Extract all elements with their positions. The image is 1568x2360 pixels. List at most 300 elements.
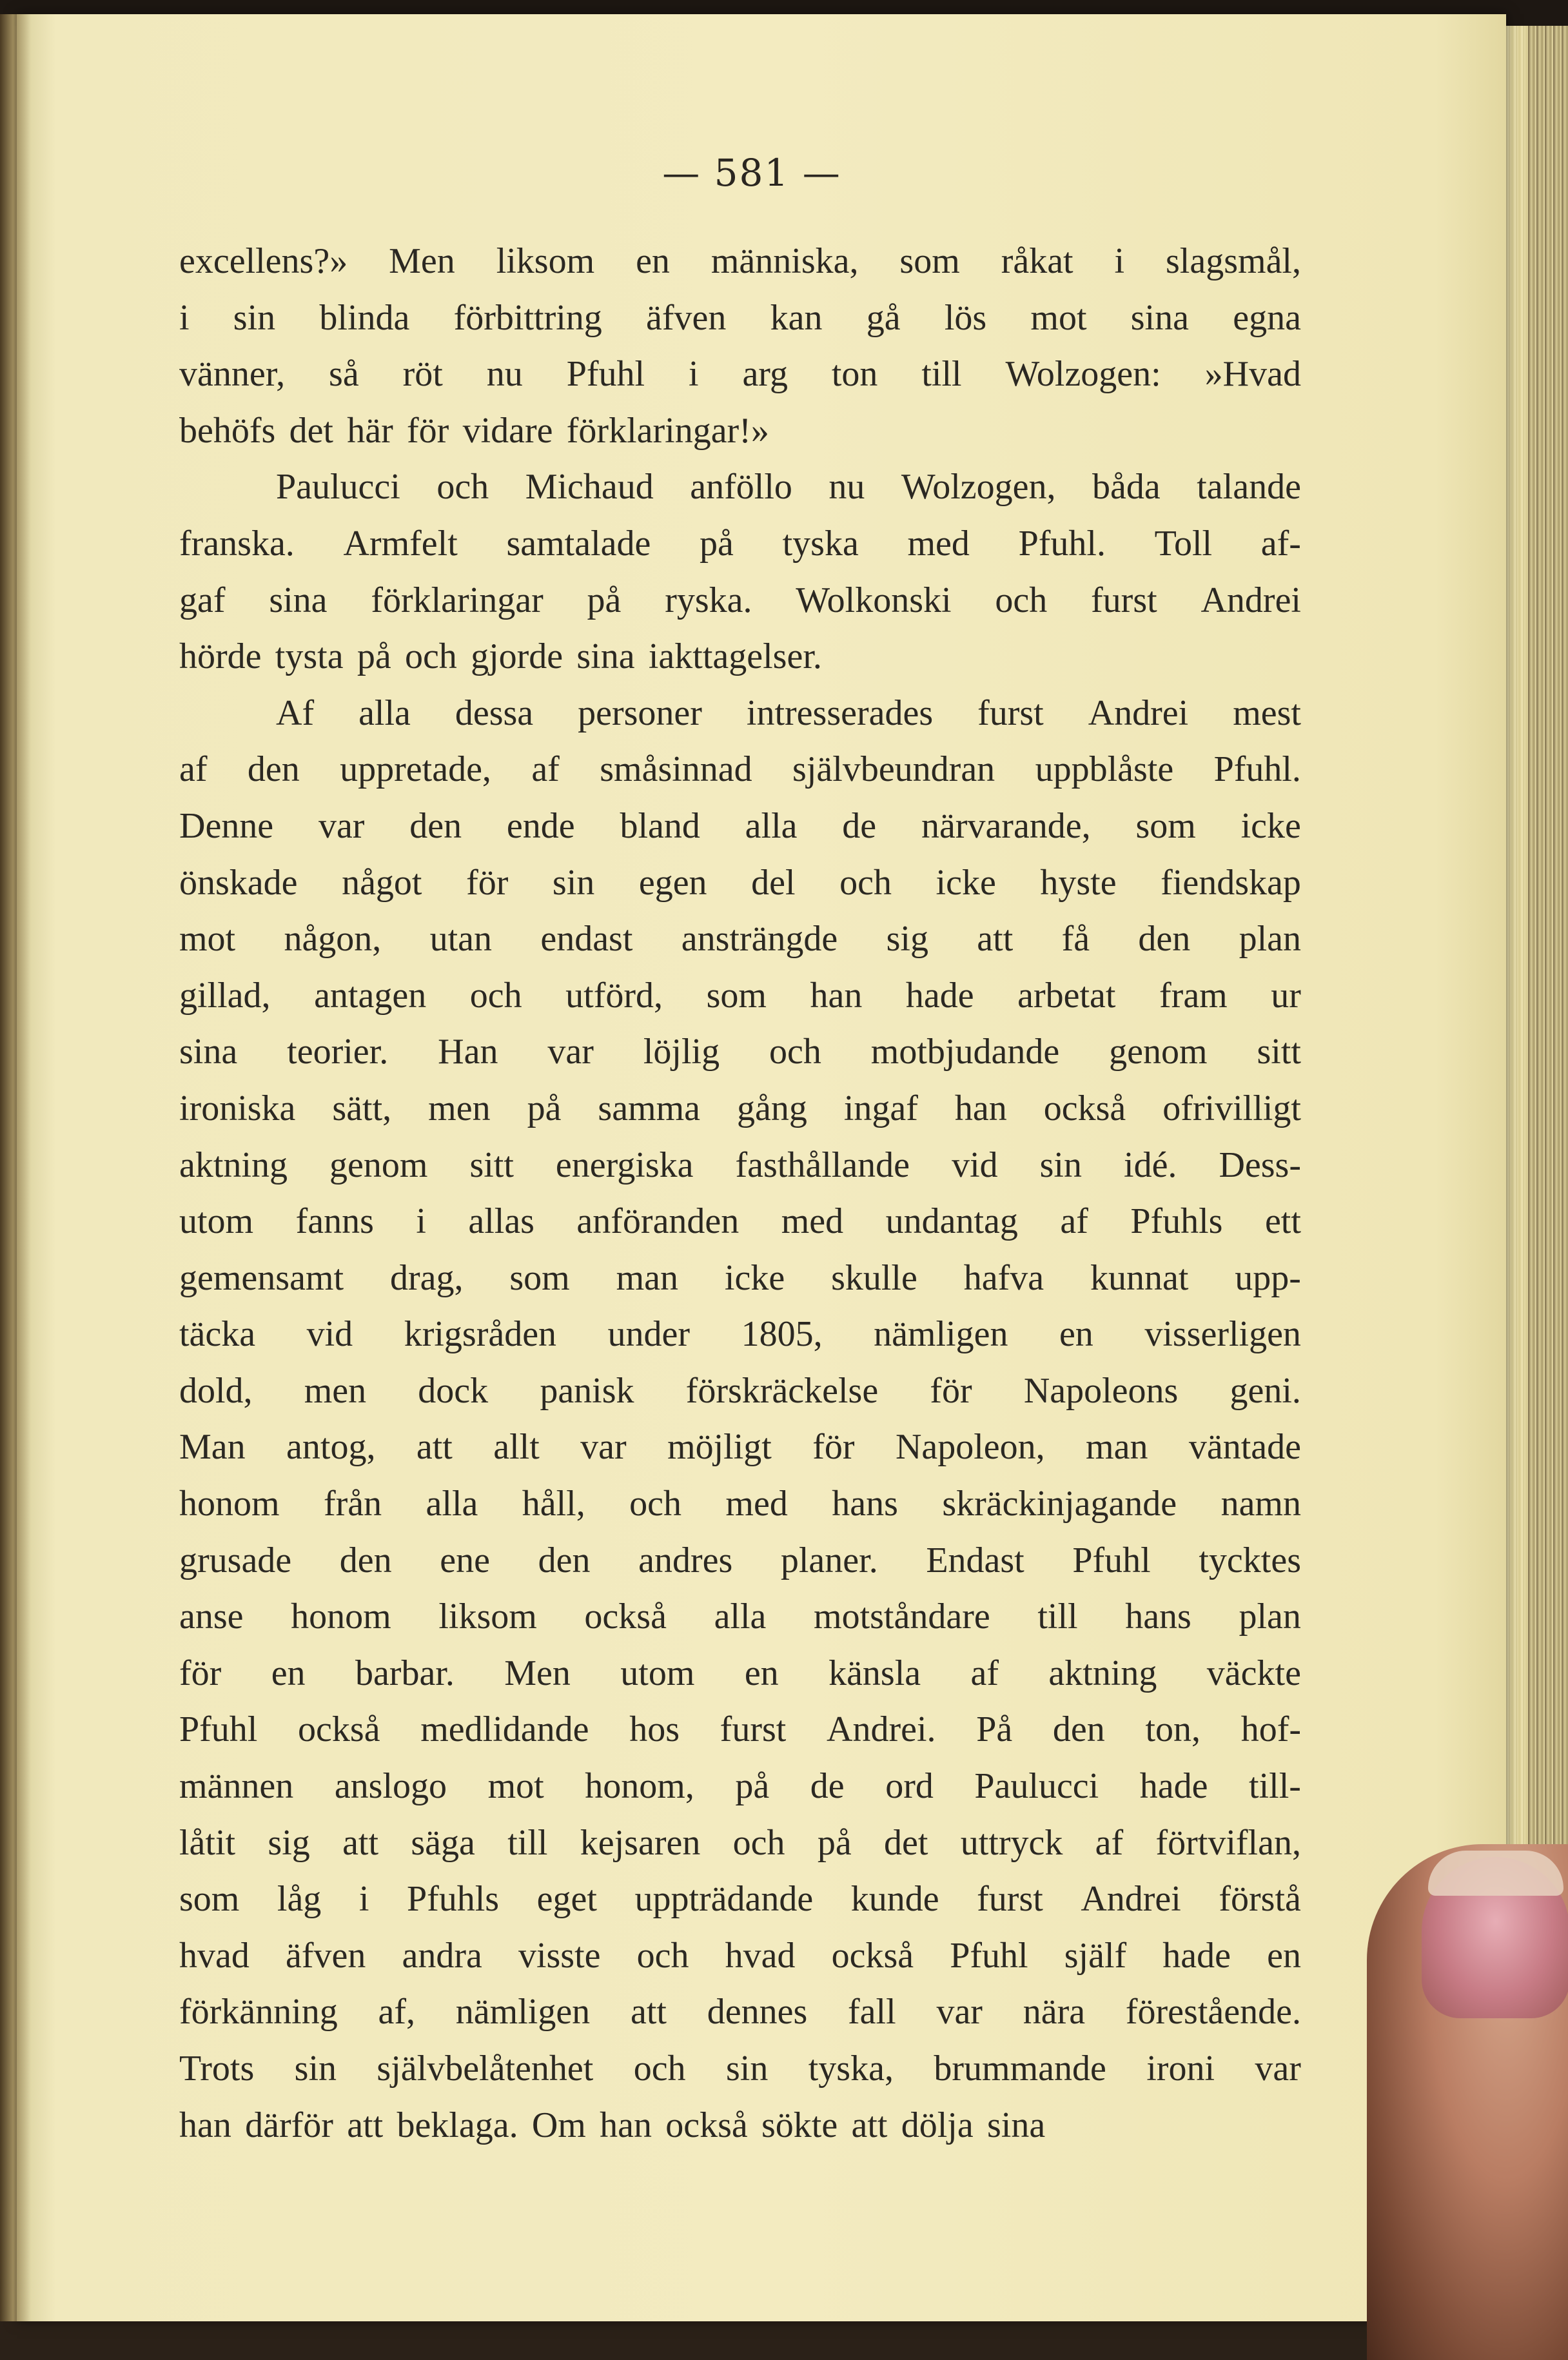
text-line — [179, 1476, 1301, 1533]
word: kejsaren — [580, 1822, 701, 1863]
word: furst — [720, 1709, 787, 1750]
word: låtit — [179, 1822, 236, 1863]
word: vidare — [462, 410, 553, 451]
word: och — [629, 1484, 682, 1524]
word: liksom — [496, 241, 595, 281]
word: furst — [977, 693, 1044, 733]
word: Pfuhl — [950, 1935, 1028, 1976]
word: på — [817, 1822, 852, 1863]
word: kunde — [850, 1879, 939, 1920]
word: Om — [531, 2105, 586, 2145]
word: egna — [1233, 297, 1301, 338]
word: på — [587, 580, 622, 620]
word: håll, — [522, 1484, 585, 1524]
word: Michaud — [525, 467, 654, 507]
word: var — [936, 1992, 983, 2032]
word: icke — [724, 1257, 785, 1298]
word: uppträdande — [634, 1879, 814, 1920]
word: att — [630, 1992, 667, 2032]
word: talande — [1197, 467, 1301, 507]
word: fanns — [295, 1201, 374, 1242]
word: för — [812, 1427, 855, 1468]
word: ofrivilligt — [1162, 1088, 1301, 1128]
word: var — [580, 1427, 627, 1468]
word: vid — [306, 1314, 353, 1355]
word: i — [358, 1879, 369, 1920]
word: något — [342, 862, 422, 903]
word: planer. — [780, 1540, 878, 1580]
word: fall — [848, 1992, 896, 2032]
word: och — [839, 862, 892, 903]
word: franska. — [179, 523, 295, 564]
word: från — [323, 1484, 382, 1524]
word: hans — [1125, 1597, 1191, 1637]
word: energiska — [555, 1145, 694, 1185]
word: förestående. — [1125, 1992, 1301, 2032]
word: på — [735, 1766, 770, 1807]
text-line — [179, 968, 1301, 1025]
word: fiendskap — [1161, 862, 1301, 903]
word: idé. — [1124, 1145, 1177, 1185]
word: för — [407, 410, 449, 451]
word: fasthållande — [735, 1145, 910, 1185]
word: hade — [1162, 1935, 1231, 1976]
word: af — [531, 749, 560, 790]
word: man — [616, 1257, 679, 1298]
word: Andrei — [1081, 1879, 1181, 1920]
word: blinda — [319, 297, 410, 338]
text-line — [179, 1984, 1301, 2041]
word: ett — [1264, 1201, 1301, 1242]
word: för — [179, 1653, 222, 1693]
word: visserligen — [1144, 1314, 1301, 1355]
word: »Hvad — [1204, 354, 1301, 395]
word: dock — [418, 1370, 489, 1411]
word: så — [329, 354, 359, 395]
word: ende — [506, 805, 575, 846]
word: gå — [866, 297, 901, 338]
word: gillad, — [179, 975, 271, 1016]
word: af- — [1260, 523, 1301, 564]
word: hörde — [179, 636, 262, 677]
word: alla — [714, 1597, 767, 1637]
word: sina — [179, 1032, 238, 1072]
word: som — [1135, 805, 1196, 846]
word: hyste — [1040, 862, 1117, 903]
word: skulle — [831, 1257, 917, 1298]
text-line — [179, 573, 1301, 629]
word: människa, — [710, 241, 859, 281]
word: dold, — [179, 1370, 253, 1411]
word: personer — [578, 693, 702, 733]
word: medlidande — [420, 1709, 589, 1750]
word: icke — [936, 862, 996, 903]
word: också — [298, 1709, 380, 1750]
word: den — [409, 805, 462, 846]
word: de — [842, 805, 877, 846]
word: mot — [487, 1766, 544, 1807]
word: anse — [179, 1597, 244, 1637]
word: med — [781, 1201, 844, 1242]
word: någon, — [284, 919, 382, 959]
word: mot — [1030, 297, 1087, 338]
word: honom — [291, 1597, 391, 1637]
text-line — [179, 798, 1301, 855]
word: och — [404, 636, 457, 677]
word: utan — [429, 919, 493, 959]
word: uppretade, — [340, 749, 491, 790]
word: till — [921, 354, 962, 395]
word: att — [416, 1427, 453, 1468]
word: Pfuhls — [406, 1879, 500, 1920]
word: de — [810, 1766, 845, 1807]
word: allas — [468, 1201, 534, 1242]
word: var — [318, 805, 365, 846]
word: och — [633, 2049, 686, 2089]
word: Wolzogen, — [901, 467, 1056, 507]
word: aktning — [179, 1145, 288, 1185]
word: säga — [411, 1822, 475, 1863]
text-line — [179, 1815, 1301, 1872]
word: den — [247, 749, 300, 790]
word: undantag — [885, 1201, 1018, 1242]
word: motståndare — [814, 1597, 990, 1637]
word: Toll — [1154, 523, 1213, 564]
text-line — [179, 911, 1301, 968]
word: sin — [552, 862, 595, 903]
book-binding — [0, 14, 31, 2321]
word: därför — [245, 2105, 333, 2145]
word: bland — [620, 805, 700, 846]
word: i — [416, 1201, 426, 1242]
word: sina — [1130, 297, 1189, 338]
text-line — [179, 1871, 1301, 1928]
word: känsla — [828, 1653, 921, 1693]
word: behöfs — [179, 410, 276, 451]
text-line — [179, 1363, 1301, 1420]
word: här — [347, 410, 393, 451]
word: Paulucci — [276, 467, 400, 507]
word: hof- — [1240, 1709, 1301, 1750]
word: ingaf — [843, 1088, 918, 1128]
word: af — [1060, 1201, 1088, 1242]
word: som — [706, 975, 767, 1016]
word: möjligt — [667, 1427, 772, 1468]
word: eget — [536, 1879, 597, 1920]
text-line — [179, 742, 1301, 798]
word: båda — [1092, 467, 1161, 507]
word: Pfuhls — [1130, 1201, 1223, 1242]
word: sig — [886, 919, 928, 959]
word: i — [1114, 241, 1125, 281]
word: för — [930, 1370, 972, 1411]
word: Denne — [179, 805, 274, 846]
word: han — [600, 2105, 652, 2145]
word: genom — [1109, 1032, 1208, 1072]
word: som — [179, 1879, 240, 1920]
word: röt — [402, 354, 443, 395]
text-line — [179, 1702, 1301, 1758]
word: andra — [402, 1935, 482, 1976]
word: honom — [179, 1484, 280, 1524]
word: en — [271, 1653, 306, 1693]
word: 1805, — [741, 1314, 823, 1355]
word: sig — [268, 1822, 310, 1863]
word: brummande — [934, 2049, 1106, 2089]
word: ur — [1271, 975, 1301, 1016]
text-line — [179, 2041, 1301, 2098]
word: nämligen — [874, 1314, 1008, 1355]
word: dölja — [901, 2105, 974, 2145]
word: Napoleons — [1023, 1370, 1179, 1411]
word: sätt, — [332, 1088, 392, 1128]
word: med — [725, 1484, 788, 1524]
word: i — [179, 297, 190, 338]
word: sitt — [1257, 1032, 1301, 1072]
text-line — [179, 685, 1301, 742]
word: excellens?» — [179, 241, 348, 281]
text-line — [179, 1024, 1301, 1081]
text-line — [179, 1081, 1301, 1137]
word: att — [347, 2105, 384, 2145]
word: hafva — [963, 1257, 1044, 1298]
text-line — [179, 403, 1301, 460]
word: en — [636, 241, 670, 281]
word: var — [547, 1032, 594, 1072]
word: ansträngde — [681, 919, 838, 959]
word: förklaringar!» — [566, 410, 769, 451]
word: dennes — [707, 1992, 808, 2032]
word: och — [469, 975, 522, 1016]
word: för — [466, 862, 509, 903]
word: vid — [952, 1145, 998, 1185]
word: allt — [493, 1427, 540, 1468]
word: också — [665, 2105, 748, 2145]
word: sitt — [469, 1145, 514, 1185]
text-line — [179, 2098, 1301, 2154]
word: sin — [725, 2049, 769, 2089]
word: anslogo — [334, 1766, 447, 1807]
word: och — [436, 467, 489, 507]
word: sökte — [761, 2105, 838, 2145]
word: grusade — [179, 1540, 292, 1580]
word: man — [1086, 1427, 1148, 1468]
word: krigsråden — [404, 1314, 557, 1355]
word: förskräckelse — [685, 1370, 879, 1411]
word: förklaringar — [371, 580, 544, 620]
word: väntade — [1188, 1427, 1301, 1468]
word: täcka — [179, 1314, 256, 1355]
word: nämligen — [455, 1992, 591, 2032]
word: Pfuhl — [566, 354, 645, 395]
text-line — [179, 855, 1301, 912]
word: arg — [742, 354, 788, 395]
word: Andrei — [1200, 580, 1301, 620]
word: Pfuhl — [1072, 1540, 1151, 1580]
word: förstå — [1219, 1879, 1301, 1920]
word: nu — [486, 354, 523, 395]
word: önskade — [179, 862, 298, 903]
text-line — [179, 1137, 1301, 1194]
word: hade — [905, 975, 974, 1016]
word: sina — [987, 2105, 1046, 2145]
word: drag, — [389, 1257, 464, 1298]
word: endast — [540, 919, 633, 959]
word: tysta — [275, 636, 344, 677]
word: På — [976, 1709, 1013, 1750]
word: ord — [885, 1766, 934, 1807]
word: en — [1059, 1314, 1093, 1355]
word: och — [769, 1032, 821, 1072]
word: ironi — [1146, 2049, 1215, 2089]
word: Wolkonski — [796, 580, 952, 620]
word: gång — [737, 1088, 807, 1128]
word: äfven — [285, 1935, 366, 1976]
word: aktning — [1048, 1653, 1157, 1693]
word: på — [357, 636, 391, 677]
word: småsinnad — [600, 749, 752, 790]
word: samtalade — [506, 523, 651, 564]
word: den — [538, 1540, 591, 1580]
word: hos — [629, 1709, 680, 1750]
word: iakttagelser. — [648, 636, 822, 677]
word: också — [584, 1597, 667, 1637]
word: ton — [831, 354, 878, 395]
word: förtviflan, — [1155, 1822, 1301, 1863]
word: ryska. — [665, 580, 752, 620]
word: del — [751, 862, 796, 903]
word: äfven — [646, 297, 727, 338]
word: genom — [329, 1145, 428, 1185]
word: nu — [828, 467, 865, 507]
word: gaf — [179, 580, 226, 620]
word: slagsmål, — [1166, 241, 1301, 281]
word: alla — [358, 693, 411, 733]
word: Wolzogen: — [1005, 354, 1161, 395]
text-line — [179, 1194, 1301, 1250]
text-line — [179, 1758, 1301, 1815]
word: tyska — [782, 523, 859, 564]
word: en — [744, 1653, 779, 1693]
word: sina — [576, 636, 635, 677]
word: i — [688, 354, 699, 395]
text-line — [179, 1589, 1301, 1646]
word: men — [428, 1088, 491, 1128]
word: alla — [745, 805, 798, 846]
word: furst — [1091, 580, 1157, 620]
word: lös — [944, 297, 987, 338]
word: med — [907, 523, 970, 564]
word: honom, — [585, 1766, 694, 1807]
text-line — [179, 516, 1301, 573]
word: Andrei — [1088, 693, 1189, 733]
word: alla — [426, 1484, 478, 1524]
word: männen — [179, 1766, 294, 1807]
word: under — [607, 1314, 691, 1355]
word: på — [700, 523, 734, 564]
book-page — [17, 14, 1506, 2321]
text-line — [179, 1533, 1301, 1589]
word: utom — [179, 1201, 254, 1242]
word: löjlig — [643, 1032, 720, 1072]
word: den — [1138, 919, 1191, 959]
word: hvad — [725, 1935, 796, 1976]
text-line — [179, 233, 1301, 290]
word: men — [304, 1370, 367, 1411]
word: till- — [1249, 1766, 1301, 1807]
word: antog, — [286, 1427, 376, 1468]
word: det — [289, 410, 333, 451]
word: anföranden — [576, 1201, 740, 1242]
text-line — [179, 1928, 1301, 1985]
word: hade — [1139, 1766, 1208, 1807]
word: skräckinjagande — [942, 1484, 1177, 1524]
word: barbar. — [355, 1653, 455, 1693]
word: arbetat — [1017, 975, 1116, 1016]
word: självbelåtenhet — [377, 2049, 594, 2089]
word: af — [970, 1653, 999, 1693]
word: Pfuhl. — [1213, 749, 1301, 790]
word: sina — [269, 580, 328, 620]
word: fram — [1159, 975, 1228, 1016]
word: kunnat — [1090, 1257, 1189, 1298]
word: var — [1255, 2049, 1301, 2089]
word: och — [732, 1822, 785, 1863]
word: gjorde — [471, 636, 564, 677]
word: teorier. — [287, 1032, 389, 1072]
word: väckte — [1206, 1653, 1301, 1693]
word: upp- — [1235, 1257, 1301, 1298]
word: Pfuhl. — [1018, 523, 1106, 564]
word: visste — [518, 1935, 601, 1976]
word: Pfuhl — [179, 1709, 258, 1750]
word: Armfelt — [343, 523, 458, 564]
word: hans — [832, 1484, 898, 1524]
word: ton, — [1145, 1709, 1201, 1750]
word: geni. — [1230, 1370, 1301, 1411]
word: närvarande, — [921, 805, 1091, 846]
word: tycktes — [1199, 1540, 1301, 1580]
text-line — [179, 346, 1301, 403]
word: Man — [179, 1427, 246, 1468]
word: på — [527, 1088, 562, 1128]
word: sin — [294, 2049, 337, 2089]
word: plan — [1239, 919, 1301, 959]
word: låg — [277, 1879, 322, 1920]
word: den — [339, 1540, 392, 1580]
word: också — [1043, 1088, 1126, 1128]
word: egen — [638, 862, 707, 903]
word: af, — [378, 1992, 416, 2032]
word: till — [507, 1822, 548, 1863]
word: en — [1267, 1935, 1301, 1976]
word: Napoleon, — [895, 1427, 1045, 1468]
text-line — [179, 1250, 1301, 1307]
word: tyska, — [808, 2049, 894, 2089]
word: som — [899, 241, 960, 281]
word: ene — [440, 1540, 490, 1580]
word: Trots — [179, 2049, 255, 2089]
word: nära — [1023, 1992, 1086, 2032]
text-line — [179, 629, 1301, 685]
word: gemensamt — [179, 1257, 344, 1298]
word: självbeundran — [792, 749, 995, 790]
word: panisk — [540, 1370, 634, 1411]
word: af — [179, 749, 208, 790]
text-line — [179, 459, 1301, 516]
word: Dess- — [1219, 1145, 1301, 1185]
word: också — [831, 1935, 914, 1976]
